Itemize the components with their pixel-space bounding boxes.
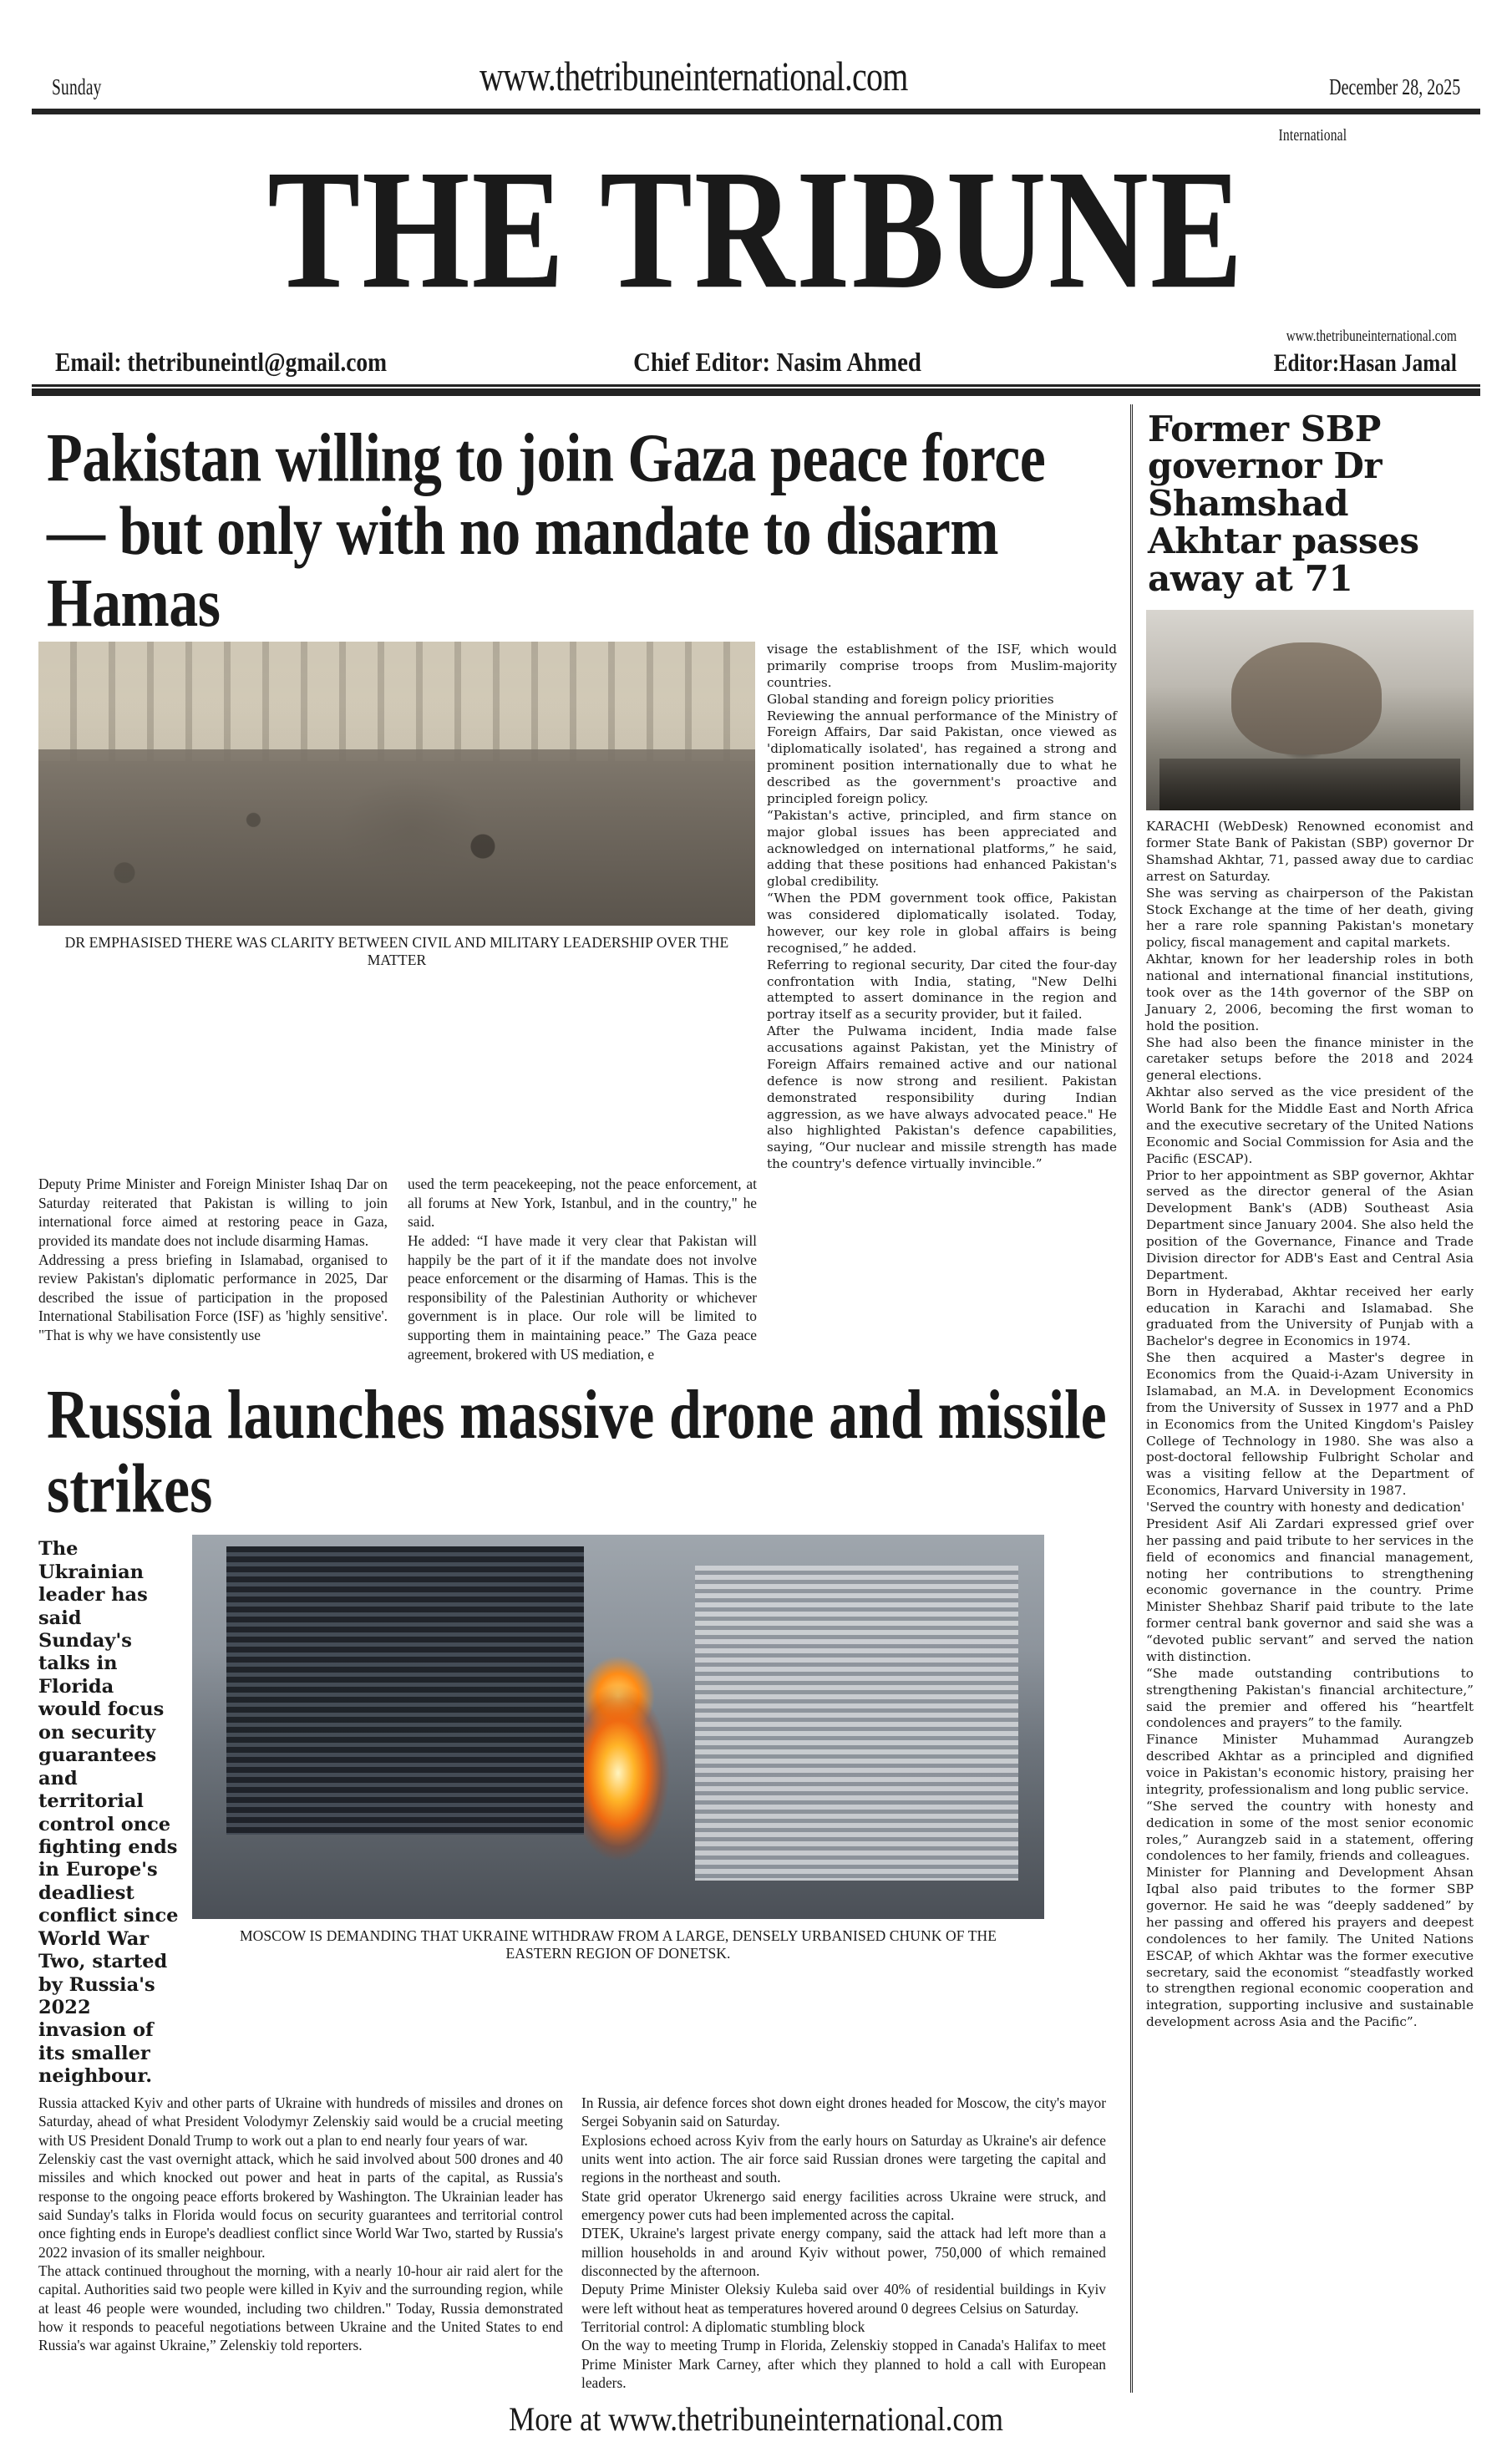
article-gaza-caption: DR EMPHASISED THERE WAS CLARITY BETWEEN CIVIL AND MILITARY LEADERSHIP OVER THE MATTER bbox=[64, 934, 729, 969]
article-shamshad-akhtar[interactable] bbox=[1146, 408, 1474, 2032]
newspaper-nameplate: THE TRIBUNE bbox=[267, 135, 1245, 325]
top-divider-rule bbox=[32, 109, 1480, 114]
masthead-right-block bbox=[1239, 327, 1457, 378]
article-russia-lead-text: The Ukrainian leader has said Sunday's talks in Florida would focus on security guarantees and territorial control once fighting ends in Europe's deadliest conflict since World War Two, started by Russia's 2022 invasion of its smaller neighbour. bbox=[38, 1538, 179, 2088]
article-russia-photo-wrap bbox=[192, 1535, 1044, 2089]
masthead-email[interactable]: Email: thetribuneintl@gmail.com bbox=[55, 346, 388, 377]
masthead-website-url[interactable]: www.thetribuneinternational.com bbox=[1286, 327, 1457, 345]
article-gaza-photo-wrap bbox=[38, 642, 755, 1173]
article-gaza-column-1 bbox=[38, 1175, 388, 1363]
gaza-rubble-photo bbox=[38, 642, 755, 926]
article-gaza-column-3 bbox=[767, 642, 1117, 1173]
main-articles-zone bbox=[38, 404, 1133, 2393]
masthead bbox=[32, 114, 1480, 378]
international-tag: International bbox=[1278, 126, 1347, 145]
article-russia-headline: Russia launches massive drone and missile strikes bbox=[47, 1376, 1107, 1528]
page-footer[interactable]: More at www.thetribuneinternational.com bbox=[508, 2399, 1004, 2438]
masthead-chief-editor: Chief Editor: Nasim Ahmed bbox=[633, 346, 921, 377]
website-url-top[interactable]: www.thetribuneinternational.com bbox=[479, 53, 908, 99]
article-akhtar-headline: Former SBP governor Dr Shamshad Akhtar passes away at 71 bbox=[1148, 408, 1419, 600]
article-russia-caption: MOSCOW IS DEMANDING THAT UKRAINE WITHDRAW FROM A LARGE, DENSELY URBANISED CHUNK OF THE EASTERN REGION OF DONETSK. bbox=[239, 1927, 997, 1962]
article-akhtar-body-text: KARACHI (WebDesk) Renowned economist and former State Bank of Pakistan (SBP) governor Dr Shamshad Akhtar, 71, passed away due to cardiac arrest on Saturday. She was serving as chairperson of the Pakistan Stock Exchange at the time of her death, giving her a rare role spanning Pakistan's monetary policy, fiscal management and capital markets. Akhtar, known for her leadership roles in both national and international financial institutions, took over as the 14th governor of the SBP on January 2, 2006, becoming the first woman to hold the position. She had also been the finance minister in the caretaker setups before the 2018 and 2024 general elections. Akhtar also served as the vice president of the World Bank for the Middle East and North Africa and the executive secretary of the United Nations Economic and Social Commission for Asia and the Pacific (ESCAP). Prior to her appointment as SBP governor, Akhtar served as the director general of the Asian Development Bank's (ADB) Southeast Asia Department since January 2004. She also held the position of the Governance, Finance and Trade Division director for ADB's East and Central Asia Department. Born in Hyderabad, Akhtar received her early education in Karachi and Islamabad. She graduated from the University of Punjab with a Bachelor's degree in Economics in 1974. She then acquired a Master's degree in Economics from the Quaid-i-Azam University in Islamabad, an M.A. in Development Economics from the University of Sussex in 1977 and a PhD in Economics from the United Kingdom's Paisley College of Technology in 1980. She was also a post-doctoral fellowship Fulbright Scholar and was a visiting fellow at the Department of Economics, Harvard University in 1987. 'Served the country with honesty and dedication' President Asif Ali Zardari expressed grief over her passing and paid tribute to her services in the field of economics and financial management, noting her contributions to strengthening economic governance in the country. Prime Minister Shehbaz Sharif paid tribute to the late former central bank governor and said she was a “devoted public servant” and served the nation with distinction. “She made outstanding contributions to strengthening Pakistan's financial architecture,” said the premier and offered his “heartfelt condolences and prayers” to the family. Finance Minister Muhammad Aurangzeb described Akhtar as a principled and dignified voice in Pakistan's economic history, praising her integrity, professionalism and long public service. “She served the country with honesty and dedication in some of the most senior economic roles,” Aurangzeb said in a statement, offering condolences to her family, friends and colleagues. Minister for Planning and Development Ahsan Iqbal also paid tributes to the former SBP governor. He said he was “deeply saddened” by her passing and offered his prayers and deepest condolences to her family. The United Nations ESCAP, of which Akhtar was the former executive secretary, said the economist “steadfastly worked to strengthen regional economic cooperation and integration, supporting inclusive and sustainable development across Asia and the Pacific”. bbox=[1146, 819, 1474, 2030]
sidebar-article-zone bbox=[1133, 404, 1474, 2393]
shamshad-akhtar-portrait bbox=[1146, 610, 1474, 810]
article-russia-column-2-text: In Russia, air defence forces shot down eight drones headed for Moscow, the city's mayor Sergei Sobyanin said on Saturday. Explosions echoed across Kyiv from the early hours on Saturday as Ukraine's air defence units went into action. The air force said Russian drones were targeting the capital and regions in the northeast and south. State grid operator Ukrenergo said energy facilities across Ukraine were struck, and emergency power cuts had been implemented across the capital. DTEK, Ukraine's largest private energy company, said the attack had left more than a million households in and around Kyiv without power, 750,000 of which remained disconnected by the afternoon. Deputy Prime Minister Oleksiy Kuleba said over 40% of residential buildings in Kyiv were left without heat as temperatures hovered around 0 degrees Celsius on Saturday. Territorial control: A diplomatic stumbling block On the way to meeting Trump in Florida, Zelenskiy stopped in Canada's Halifax to meet Prime Minister Mark Carney, after which they planned to hold a call with European leaders. bbox=[581, 2094, 1106, 2392]
top-bar bbox=[32, 0, 1480, 105]
article-russia-column-1 bbox=[38, 2094, 563, 2393]
masthead-footer-row bbox=[52, 327, 1460, 378]
article-russia-column-1-text: Russia attacked Kyiv and other parts of Ukraine with hundreds of missiles and drones on Saturday, ahead of what President Volodymyr Zelenskiy said would be a crucial meeting with US President Donald Trump to work out a plan to end nearly four years of war. Zelenskiy cast the vast overnight attack, which he said involved about 500 drones and 40 missiles and which knocked out power and heat in parts of the capital, as Russia's response to the ongoing peace efforts brokered by Washington. The Ukrainian leader has said Sunday's talks in Florida would focus on security guarantees and territorial control once fighting ends in Europe's deadliest conflict since World War Two, started by Russia's 2022 invasion of its smaller neighbour. The attack continued throughout the morning, with a nearly 10-hour air raid alert for the capital. Authorities said two people were killed in Kyiv and the surrounding region, while at least 46 people were wounded, including two children." Today, Russia demonstrated how it responds to peaceful negotiations between Ukraine and the United States to end Russia's war against Ukraine,” Zelenskiy told reporters. bbox=[38, 2094, 563, 2354]
article-gaza-column-2 bbox=[408, 1175, 757, 1363]
article-gaza-columns bbox=[38, 1175, 1117, 1363]
article-gaza-headline: Pakistan willing to join Gaza peace force — but only with no mandate to disarm Hamas bbox=[47, 420, 1046, 642]
article-russia-columns bbox=[38, 2094, 1117, 2393]
article-gaza-media-row bbox=[38, 642, 1117, 1173]
article-russia-column-2 bbox=[581, 2094, 1106, 2393]
article-russia-media-row bbox=[38, 1535, 1117, 2089]
page-content bbox=[32, 404, 1480, 2393]
publication-day: Sunday bbox=[52, 74, 102, 99]
article-gaza-column-3-text: visage the establishment of the ISF, which would primarily comprise troops from Muslim-majority countries. Global standing and foreign policy priorities Reviewing the annual performance of the Ministry of Foreign Affairs, Dar said Pakistan, once viewed as 'diplomatically isolated', has regained a strong and prominent position internationally due to what he described as the government's proactive and principled foreign policy. “Pakistan's active, principled, and firm stance on major global issues has been appreciated and acknowledged on international platforms,” he said, adding that these positions had enhanced Pakistan's global credibility. “When the PDM government took office, Pakistan was considered diplomatically isolated. Today, however, our key role in global affairs is being recognised,” he added. Referring to regional security, Dar cited the four-day confrontation with India, stating, "New Delhi attempted to assert dominance in the region and portray itself as a security provider, but it failed. After the Pulwama incident, India made false accusations against Pakistan, yet the Ministry of Foreign Affairs remained active and our national defence is now strong and resilient. Pakistan demonstrated responsibility during Indian aggression, as we have always advocated peace." He also highlighted Pakistan's defence capabilities, saying, “Our nuclear and missile strength has made the country's defence virtually invincible.” bbox=[766, 642, 1117, 1172]
article-akhtar-body bbox=[1146, 819, 1474, 2031]
article-gaza-peace-force[interactable] bbox=[38, 420, 1117, 1364]
masthead-editor: Editor:Hasan Jamal bbox=[1273, 348, 1457, 377]
masthead-divider-rule bbox=[32, 384, 1480, 396]
publication-date: December 28, 2o25 bbox=[1328, 74, 1460, 99]
kyiv-explosion-photo bbox=[192, 1535, 1044, 1919]
article-gaza-column-1-text: Deputy Prime Minister and Foreign Minister Ishaq Dar on Saturday reiterated that Pakistan is willing to join international force aimed at restoring peace in Gaza, provided its mandate does not include disarming Hamas. Addressing a press briefing in Islamabad, organised to review Pakistan's diplomatic performance in 2025, Dar described the issue of participation in the proposed International Stabilisation Force (ISF) as 'highly sensitive'. "That is why we have consistently use bbox=[38, 1175, 388, 1344]
article-gaza-column-2-text: used the term peacekeeping, not the peace enforcement, at all forums at New York, Istanbul, and in the country," he said. He added: “I have made it very clear that Pakistan will happily be the part of it if the mandate does not involve peace enforcement or the disarming of Hamas. This is the responsibility of the Palestinian Authority or whichever government is in place. Our role will be limited to supporting them in maintaining peace.” The Gaza peace agreement, brokered with US mediation, e bbox=[408, 1175, 757, 1363]
article-russia-strikes[interactable] bbox=[38, 1378, 1117, 2392]
